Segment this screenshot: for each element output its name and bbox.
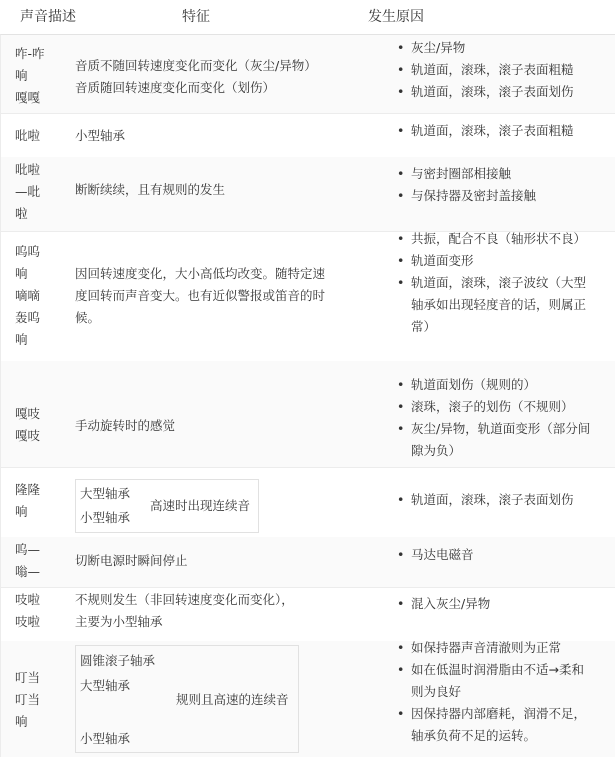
sound-description: 呜— 嗡— bbox=[15, 542, 41, 579]
cause-item: • 滚珠，滚子的划伤（不规则） bbox=[395, 396, 591, 418]
bearing-type: 小型轴承 bbox=[80, 510, 131, 525]
cause-list bbox=[395, 544, 595, 566]
feature-text: 音质不随回转速度变化而变化（灰尘/异物） 音质随回转速度变化而变化（划伤） bbox=[75, 58, 317, 95]
cause-item: • 轨道面，滚珠，滚子表面粗糙 bbox=[395, 120, 595, 142]
bearing-type-box bbox=[75, 479, 259, 533]
sound-description: 叮当 叮当 响 bbox=[15, 670, 41, 729]
sound-description: 呜呜 响 嘀嘀 轰呜 响 bbox=[15, 244, 41, 347]
cause-item: • 轨道面，滚珠，滚子表面划伤 bbox=[395, 81, 595, 103]
feature-text: 规则且高速的连续音 bbox=[176, 692, 289, 707]
sound-description: 吱啦 吱啦 bbox=[15, 592, 41, 629]
cause-item: • 轨道面，滚珠，滚子表面粗糙 bbox=[395, 59, 595, 81]
cause-list bbox=[395, 120, 595, 142]
table-row bbox=[1, 361, 615, 468]
cause-list bbox=[395, 163, 595, 207]
table-row bbox=[1, 113, 615, 158]
sound-description: 嘎吱 嘎吱 bbox=[15, 406, 41, 443]
cause-item: • 马达电磁音 bbox=[395, 544, 595, 566]
bearing-noise-table bbox=[0, 34, 615, 757]
sound-description: 隆隆 响 bbox=[15, 482, 41, 519]
bearing-type: 小型轴承 bbox=[80, 731, 131, 746]
feature-text: 不规则发生（非回转速度变化而变化）， 主要为小型轴承 bbox=[75, 592, 294, 629]
table-row bbox=[1, 467, 615, 538]
cause-item: • 轨道面变形 bbox=[395, 250, 591, 272]
cause-list bbox=[395, 374, 591, 462]
cause-list bbox=[395, 228, 591, 338]
feature-text: 断断续续，且有规则的发生 bbox=[75, 182, 226, 197]
feature-text: 手动旋转时的感觉 bbox=[75, 418, 176, 433]
table-header bbox=[0, 0, 616, 30]
cause-list bbox=[395, 37, 595, 103]
header-sound: 声音描述 bbox=[20, 9, 76, 25]
cause-item: • 灰尘/异物 bbox=[395, 37, 595, 59]
cause-item: • 轨道面，滚珠，滚子表面划伤 bbox=[395, 489, 595, 511]
feature-text: 切断电源时瞬间停止 bbox=[75, 553, 188, 568]
table-row bbox=[1, 641, 615, 757]
cause-item: • 轨道面，滚珠，滚子波纹（大型轴承如出现轻度音的话，则属正常） bbox=[395, 272, 591, 338]
bearing-type: 圆锥滚子轴承 bbox=[80, 653, 156, 668]
sound-description: 吡啦 bbox=[15, 128, 41, 143]
feature-text: 小型轴承 bbox=[75, 128, 126, 143]
cause-item: • 轨道面划伤（规则的） bbox=[395, 374, 591, 396]
table-row bbox=[1, 587, 615, 642]
feature-text: 高速时出现连续音 bbox=[150, 498, 251, 513]
bearing-type: 大型轴承 bbox=[80, 678, 131, 693]
feature-text: 因回转速度变化，大小高低均改变。随特定速 度回转而声音变大。也有近似警报或笛音的时 候。 bbox=[75, 266, 326, 325]
bearing-type: 大型轴承 bbox=[80, 486, 131, 501]
cause-item: • 与保持器及密封盖接触 bbox=[395, 185, 595, 207]
cause-item: • 如保持器声音清澈则为正常 bbox=[395, 637, 591, 659]
cause-item: • 与密封圈部相接触 bbox=[395, 163, 595, 185]
cause-item: • 如在低温时润滑脂由不适→柔和则为良好 bbox=[395, 659, 591, 703]
table-row bbox=[1, 231, 615, 362]
table-row bbox=[1, 35, 615, 114]
cause-list bbox=[395, 637, 591, 747]
cause-list bbox=[395, 593, 595, 615]
table-row bbox=[1, 157, 615, 232]
bearing-type-box bbox=[75, 645, 299, 753]
cause-item: • 共振，配合不良（轴形状不良） bbox=[395, 228, 591, 250]
cause-item: • 灰尘/异物，轨道面变形（部分间隙为负） bbox=[395, 418, 591, 462]
sound-description: 吡啦 —吡 啦 bbox=[15, 162, 41, 221]
sound-description: 咋-咋 响 嘎嘎 bbox=[15, 46, 45, 105]
header-cause: 发生原因 bbox=[368, 9, 424, 25]
table-row bbox=[1, 537, 615, 588]
header-feature: 特征 bbox=[182, 9, 210, 25]
cause-item: • 混入灰尘/异物 bbox=[395, 593, 595, 615]
cause-list bbox=[395, 489, 595, 511]
cause-item: • 因保持器内部磨耗，润滑不足，轴承负荷不足的运转。 bbox=[395, 703, 591, 747]
